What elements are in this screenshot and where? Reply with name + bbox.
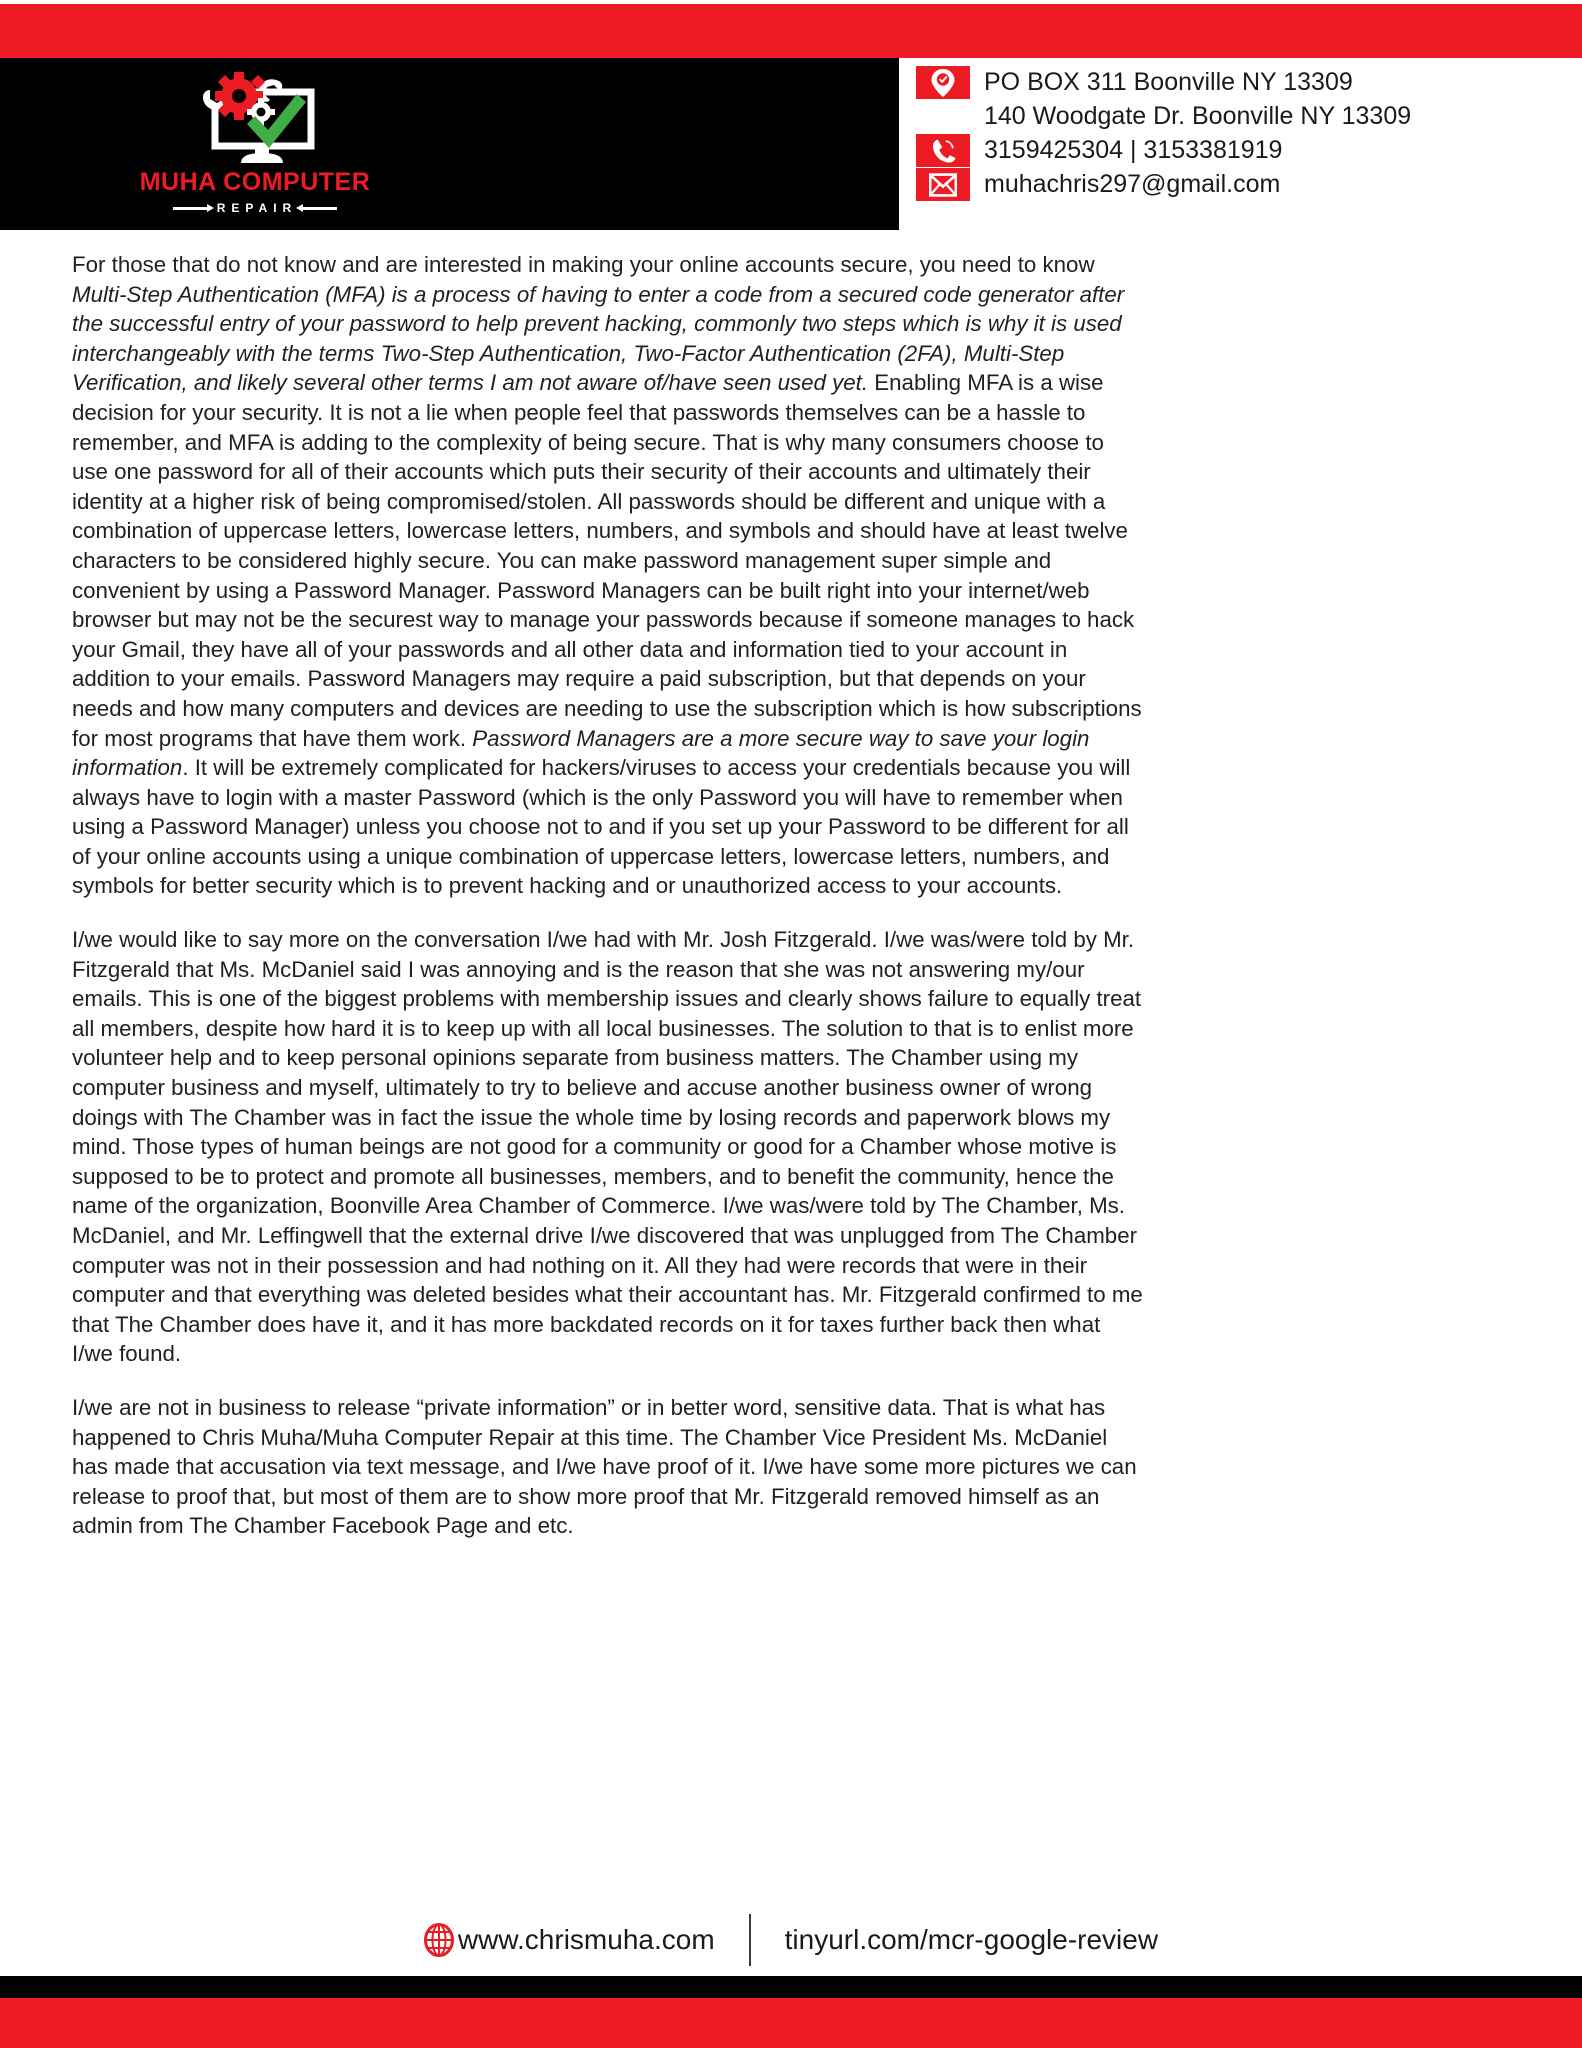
letterhead-footer — [0, 1890, 1582, 2048]
logo-rule-left-icon — [173, 207, 207, 210]
contact-text-email: muhachris297@gmail.com — [984, 170, 1281, 198]
contact-row-phone — [916, 134, 1576, 168]
logo-rule-right-icon — [303, 207, 337, 210]
google-review-link[interactable]: tinyurl.com/mcr-google-review — [784, 1924, 1159, 1955]
computer-repair-logo-icon — [175, 64, 335, 169]
footer-black-band — [0, 1976, 1582, 1998]
footer-divider — [749, 1914, 751, 1966]
letter-body — [72, 250, 1144, 1541]
footer-links-row — [0, 1890, 1582, 1990]
top-red-band — [0, 4, 1582, 58]
logo-company-name: MUHA COMPUTER — [139, 168, 371, 196]
p1-run-0: For those that do not know and are interested in making your online accounts secure, you need to know — [72, 252, 1095, 277]
p1-run-1: Multi-Step Authentication (MFA) is a process of having to enter a code from a secured code generator after the successful entry of your password to help prevent hacking, commonly two steps which is why it is used interchangeably with the terms Two-Step Authentication, Two-Factor Authentication (2FA), Multi-Step Verification, and likely several other terms I am not aware of/have seen used yet. — [72, 281, 1125, 396]
footer-red-band — [0, 1998, 1582, 2048]
p1-run-4: . It will be extremely complicated for hackers/viruses to access your credentials because you will always have to login with a master Password (which is the only Password you will have to remember when using a Password Manager) unless you choose not to and if you set up your Password to be different for all of your online accounts using a unique combination of uppercase letters, lowercase letters, numbers, and symbols for better security which is to prevent hacking and or unauthorized access to your accounts. — [72, 755, 1131, 899]
company-logo — [110, 64, 400, 224]
envelope-icon — [916, 168, 970, 201]
contact-text-phone: 3159425304 | 3153381919 — [984, 136, 1283, 164]
p2-run-0: I/we would like to say more on the conversation I/we had with Mr. Josh Fitzgerald. I/we was/were told by Mr. Fitzgerald that Ms. McDaniel said I was annoying and is the reason that she was not answering my/our emails. This is one of the biggest problems with membership issues and clearly shows failure to equally treat all members, despite how hard it is to keep up with all local businesses. The solution to that is to enlist more volunteer help and to keep personal opinions separate from business matters. The Chamber using my computer business and myself, ultimately to try to believe and accuse another business owner of wrong doings with The Chamber was in fact the issue the whole time by losing records and paperwork blows my mind. Those types of human beings are not good for a community or good for a Chamber whose motive is supposed to be to protect and promote all businesses, members, and to benefit the community, hence the name of the organization, Boonville Area Chamber of Commerce. I/we was/were told by The Chamber, Ms. McDaniel, and Mr. Leffingwell that the external drive I/we discovered that was unplugged from The Chamber computer was not in their possession and had nothing on it. All they had were records that were in their computer and that everything was deleted besides what their accountant has. Mr. Fitzgerald confirmed to me that The Chamber does have it, and it has more backdated records on it for taxes further back then what I/we found. — [72, 927, 1143, 1367]
contact-icon-placeholder — [916, 100, 970, 133]
contact-text-street: 140 Woodgate Dr. Boonville NY 13309 — [984, 102, 1412, 130]
paragraph-1 — [72, 250, 1144, 901]
letterhead-header — [0, 58, 1582, 230]
logo-subtitle-row — [110, 201, 400, 215]
paragraph-3 — [72, 1393, 1144, 1541]
p1-run-2: Enabling MFA is a wise decision for your security. It is not a lie when people feel that passwords themselves can be a hassle to remember, and MFA is adding to the complexity of being secure. That is why many consumers choose to use one password for all of their accounts which puts their security of their accounts and ultimately their identity at a higher risk of being compromised/stolen. All passwords should be different and unique with a combination of uppercase letters, lowercase letters, numbers, and symbols and should have at least twelve characters to be considered highly secure. You can make password management super simple and convenient by using a Password Manager. Password Managers can be built right into your internet/web browser but may not be the securest way to manage your passwords because if someone manages to hack your Gmail, they have all of your passwords and all other data and information tied to your account in addition to your emails. Password Managers may require a paid subscription, but that depends on your needs and how many computers and devices are needing to use the subscription which is how subscriptions for most programs that have them work. — [72, 370, 1142, 751]
contact-row-address-street — [916, 100, 1576, 134]
logo-subtitle: REPAIR — [216, 201, 298, 215]
website-link[interactable] — [424, 1923, 715, 1957]
location-pin-icon — [916, 66, 970, 99]
contact-info-block — [916, 66, 1576, 202]
website-url-text: www.chrismuha.com — [457, 1924, 715, 1955]
contact-row-address-pobox — [916, 66, 1576, 100]
p3-run-0: I/we are not in business to release “private information” or in better word, sensitive data. That is what has happened to Chris Muha/Muha Computer Repair at this time. The Chamber Vice President Ms. McDaniel has made that accusation via text message, and I/we have proof of it. I/we have some more pictures we can release to proof that, but most of them are to show more proof that Mr. Fitzgerald removed himself as an admin from The Chamber Facebook Page and etc. — [72, 1394, 1137, 1539]
globe-icon — [424, 1923, 454, 1957]
paragraph-2 — [72, 925, 1144, 1369]
contact-row-email — [916, 168, 1576, 202]
phone-icon — [916, 134, 970, 167]
contact-text-pobox: PO BOX 311 Boonville NY 13309 — [984, 68, 1353, 96]
p1-run-3: Password Managers are a more secure way to save your login information — [72, 725, 1090, 781]
